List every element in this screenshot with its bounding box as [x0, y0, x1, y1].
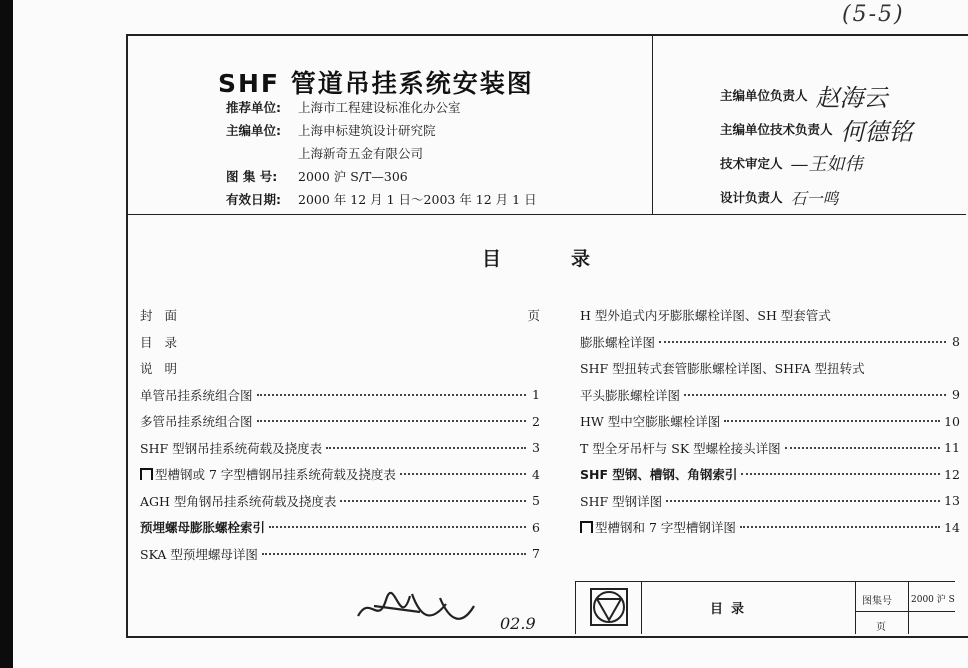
page-label: 页: [876, 622, 886, 633]
standard-logo-icon: [589, 587, 629, 627]
toc-entry[interactable]: [140, 541, 540, 568]
toc-page-number: 4: [532, 466, 540, 482]
toc-page-number: 12: [944, 466, 960, 482]
signature-date: 02.9: [500, 614, 536, 633]
titleblock-label: 目录: [710, 602, 753, 617]
channel-steel-icon: [580, 521, 593, 533]
channel-steel-icon: [140, 468, 153, 480]
toc-entry-text: SHF 型钢吊挂系统荷载及挠度表: [140, 440, 323, 456]
handwritten-signature: 石一鸣: [790, 188, 839, 208]
toc-entry-text: 型槽钢和 7 字型槽钢详图: [595, 520, 736, 536]
bottom-signature: [350, 586, 550, 638]
toc-entry-text: 预埋螺母膨胀螺栓索引: [140, 520, 266, 536]
header-info: [226, 96, 537, 211]
toc-entry[interactable]: [580, 514, 960, 541]
toc-entry[interactable]: [140, 435, 540, 462]
toc-entry-text: H 型外追式内牙膨胀螺栓详图、SH 型套管式: [580, 308, 831, 324]
toc-entry[interactable]: [580, 382, 960, 409]
toc-entry[interactable]: [580, 488, 960, 515]
toc-right-column: [580, 302, 960, 541]
leader-dots: [257, 394, 526, 396]
toc-title: 目录: [482, 248, 661, 270]
toc-entry[interactable]: [140, 355, 540, 382]
handwritten-signature: —王如伟: [790, 154, 863, 175]
toc-entry[interactable]: [580, 355, 960, 382]
responsible-label: 技术审定人: [720, 156, 783, 171]
toc-entry-text: T 型全牙吊杆与 SK 型螺栓接头详图: [580, 440, 781, 456]
toc-entry[interactable]: [140, 488, 540, 515]
leader-dots: [724, 420, 940, 422]
info-label: 有效日期:: [226, 192, 281, 207]
toc-entry-text: 多管吊挂系统组合图: [140, 414, 253, 430]
toc-page-number: 5: [532, 493, 540, 509]
titleblock-label-divider: [855, 581, 856, 634]
info-row: [226, 188, 537, 211]
responsible-persons: [720, 78, 913, 214]
toc-entry-text: SHF 型钢、槽钢、角钢索引: [580, 467, 738, 483]
toc-page-number: 14: [944, 519, 960, 535]
toc-entry[interactable]: [580, 435, 960, 462]
leader-dots: [400, 473, 526, 475]
header-column-divider: [652, 34, 653, 215]
responsible-row: [720, 78, 913, 112]
scan-edge-bar: [0, 0, 13, 668]
toc-entry[interactable]: [580, 461, 960, 488]
leader-dots: [326, 447, 526, 449]
toc-entry[interactable]: [580, 329, 960, 356]
info-label: [226, 142, 298, 165]
toc-entry[interactable]: [580, 408, 960, 435]
toc-page-number: 3: [532, 440, 540, 456]
toc-entry-text: 封面: [140, 308, 190, 324]
info-value: 2000 沪 S/T—306: [298, 169, 408, 184]
info-row: [226, 142, 537, 165]
toc-entry-text: 平头膨胀螺栓详图: [580, 387, 681, 403]
titleblock-left-line: [575, 581, 576, 634]
toc-entry[interactable]: [140, 382, 540, 409]
toc-page-number: 9: [952, 387, 960, 403]
toc-entry-text: 单管吊挂系统组合图: [140, 387, 253, 403]
toc-page-number: 2: [532, 413, 540, 429]
toc-entry-text: AGH 型角钢吊挂系统荷载及挠度表: [140, 493, 337, 509]
responsible-row: [720, 112, 913, 146]
responsible-label: 主编单位技术负责人: [720, 122, 833, 137]
toc-page-number: 10: [944, 413, 960, 429]
atlas-number-value: 2000 沪 S: [911, 595, 955, 605]
responsible-label: 设计负责人: [720, 190, 783, 205]
toc-page-number: 页: [527, 308, 540, 324]
titleblock-value-divider: [908, 581, 909, 634]
title-block: [575, 581, 955, 634]
leader-dots: [740, 526, 940, 528]
toc-entry-text: 型槽钢或 7 字型槽钢吊挂系统荷载及挠度表: [155, 467, 396, 483]
header-divider: [126, 214, 966, 215]
leader-dots: [666, 500, 940, 502]
toc-entry[interactable]: [140, 514, 540, 541]
leader-dots: [741, 473, 940, 475]
info-value: 上海申标建筑设计研究院: [298, 123, 436, 138]
responsible-row: [720, 180, 913, 214]
info-row: [226, 96, 537, 119]
corner-page-note: (5-5): [842, 2, 905, 27]
toc-entry[interactable]: [140, 408, 540, 435]
leader-dots: [659, 341, 946, 343]
titleblock-mid-line: [855, 611, 955, 612]
leader-dots: [269, 526, 526, 528]
toc-page-number: 11: [944, 440, 960, 456]
toc-entry-text: SKA 型预埋螺母详图: [140, 546, 258, 562]
toc-entry-text: HW 型中空膨胀螺栓详图: [580, 414, 721, 430]
toc-entry[interactable]: [140, 461, 540, 488]
toc-page-number: 1: [532, 387, 540, 403]
info-value: 上海市工程建设标准化办公室: [298, 100, 461, 115]
toc-entry-text: 目录: [140, 334, 190, 350]
toc-entry[interactable]: [580, 302, 960, 329]
leader-dots: [785, 447, 940, 449]
leader-dots: [684, 394, 946, 396]
info-value: 2000 年 12 月 1 日～2003 年 12 月 1 日: [298, 192, 537, 207]
toc-page-number: 6: [532, 519, 540, 535]
info-value: 上海新奇五金有限公司: [298, 146, 424, 161]
toc-page-number: 8: [952, 334, 960, 350]
toc-page-number: 13: [944, 493, 960, 509]
responsible-row: [720, 146, 913, 180]
titleblock-top-line: [575, 581, 955, 582]
leader-dots: [262, 553, 526, 555]
leader-dots: [257, 420, 526, 422]
info-row: [226, 119, 537, 142]
toc-page-number: 7: [532, 546, 540, 562]
info-label: 图 集 号:: [226, 169, 278, 184]
toc-entry-text: 说明: [140, 361, 190, 377]
toc-entry-text: SHF 型扭转式套管膨胀螺栓详图、SHFA 型扭转式: [580, 361, 865, 377]
atlas-number-label: 图集号: [862, 596, 892, 607]
toc-entry[interactable]: [140, 329, 540, 356]
titleblock-logo-divider: [641, 581, 642, 634]
handwritten-signature: 赵海云: [815, 83, 888, 112]
handwritten-signature: 何德铭: [840, 117, 913, 146]
toc-entry-text: SHF 型钢详图: [580, 493, 663, 509]
page-title: SHF 管道吊挂系统安装图: [218, 69, 534, 98]
toc-entry-text: 膨胀螺栓详图: [580, 334, 656, 350]
toc-entry[interactable]: [140, 302, 540, 329]
leader-dots: [340, 500, 526, 502]
info-label: 主编单位:: [226, 123, 281, 138]
toc-left-column: [140, 302, 540, 567]
info-row: [226, 165, 537, 188]
info-label: 推荐单位:: [226, 100, 281, 115]
responsible-label: 主编单位负责人: [720, 88, 808, 103]
